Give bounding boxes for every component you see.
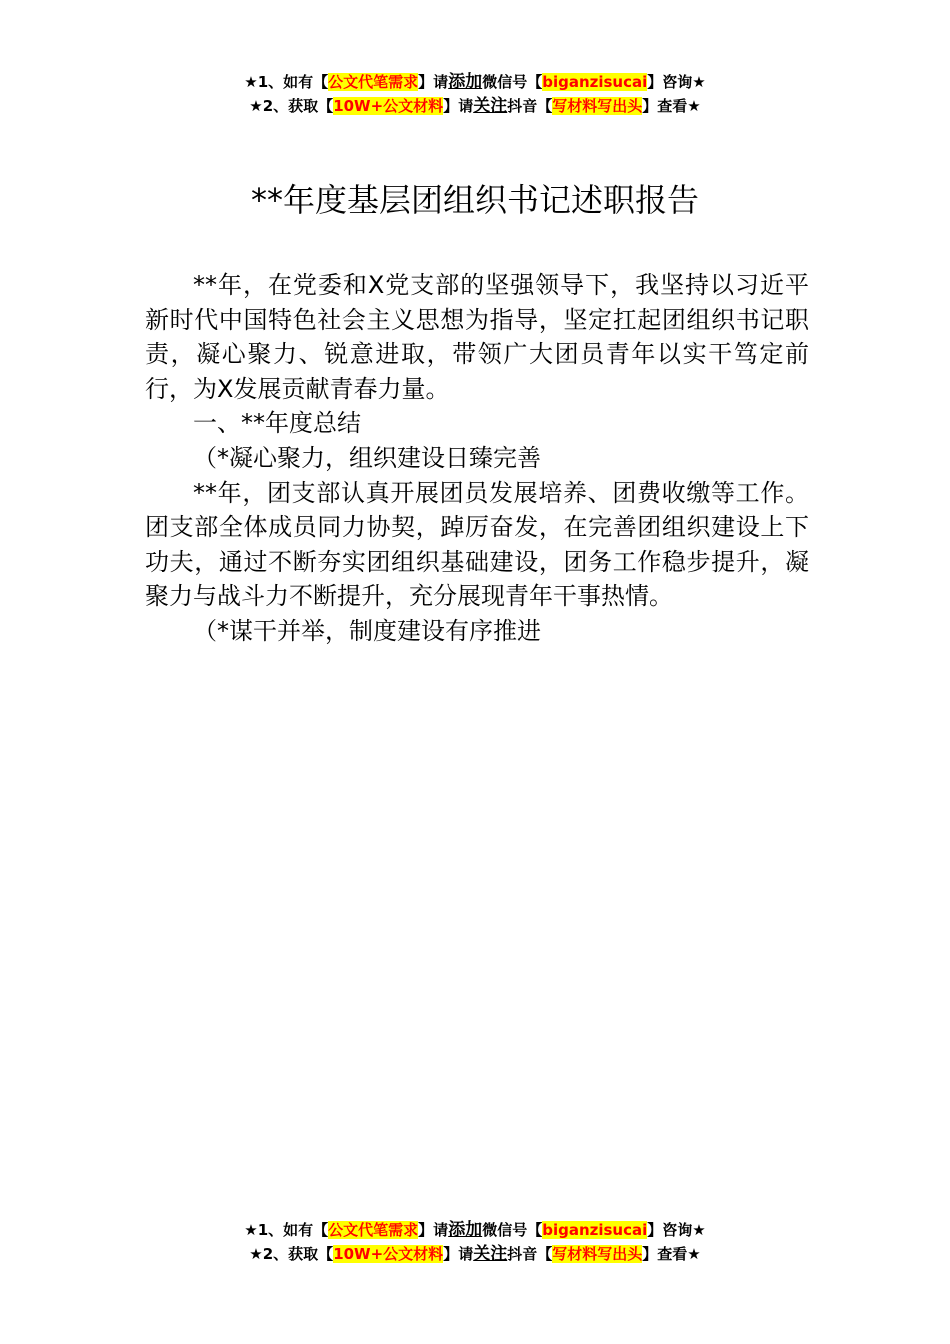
paragraph-organization: **年，团支部认真开展团员发展培养、团费收缴等工作。团支部全体成员同力协契，踔厉奋发，在完善团组织建设上下功夫，通过不断夯实团组织基础建设，团务工作稳步提升，凝聚力与战斗力不断提升，充分展现青年干事热情。 [145,478,809,611]
banner-text: 抖音【 [507,97,553,115]
banner-underlined-text: 关注 [473,1244,508,1264]
banner-text: 微信号【 [482,73,543,91]
banner-underlined-text: 添加 [448,72,483,92]
banner-text: ★2、获取【 [249,97,334,115]
banner-highlight: biganzisucai [542,1221,648,1239]
document-title: **年度基层团组织书记述职报告 [250,181,699,219]
banner-underlined-text: 关注 [473,96,508,116]
subsection-heading-1: （*凝心聚力，组织建设日臻完善 [193,443,541,472]
banner-highlight: 10W+公文材料 [333,1245,444,1263]
banner-highlight: 公文代笔需求 [328,1221,419,1239]
banner-text: 】咨询★ [647,1221,706,1239]
banner-text: 抖音【 [507,1245,553,1263]
section-heading-1: 一、**年度总结 [193,409,361,438]
banner-highlight: 公文代笔需求 [328,73,419,91]
document-body [145,268,809,649]
banner-text: 】咨询★ [647,73,706,91]
subsection-heading-2: （*谋干并举，制度建设有序推进 [193,616,541,645]
banner-text: ★1、如有【 [244,1221,329,1239]
banner-text: ★1、如有【 [244,73,329,91]
banner-underlined-text: 添加 [448,1220,483,1240]
banner-text: 】请 [418,1221,449,1239]
banner-text: 】查看★ [642,97,701,115]
banner-text: 】查看★ [642,1245,701,1263]
banner-text: 】请 [418,73,449,91]
header-banner-line-1 [0,70,950,94]
header-banner-line-2 [0,94,950,118]
banner-text: 】请 [443,97,474,115]
header-banner [0,70,950,118]
footer-banner [0,1218,950,1266]
footer-banner-line-2 [0,1242,950,1266]
banner-text: 】请 [443,1245,474,1263]
banner-highlight: 写材料写出头 [552,1245,643,1263]
banner-highlight: 10W+公文材料 [333,97,444,115]
paragraph-intro: **年，在党委和X党支部的坚强领导下，我坚持以习近平新时代中国特色社会主义思想为指导，坚定扛起团组织书记职责，凝心聚力、锐意进取，带领广大团员青年以实干笃定前行，为X发展贡献青春力量。 [145,271,809,403]
banner-text: ★2、获取【 [249,1245,334,1263]
banner-highlight: 写材料写出头 [552,97,643,115]
footer-banner-line-1 [0,1218,950,1242]
banner-highlight: biganzisucai [542,73,648,91]
banner-text: 微信号【 [482,1221,543,1239]
